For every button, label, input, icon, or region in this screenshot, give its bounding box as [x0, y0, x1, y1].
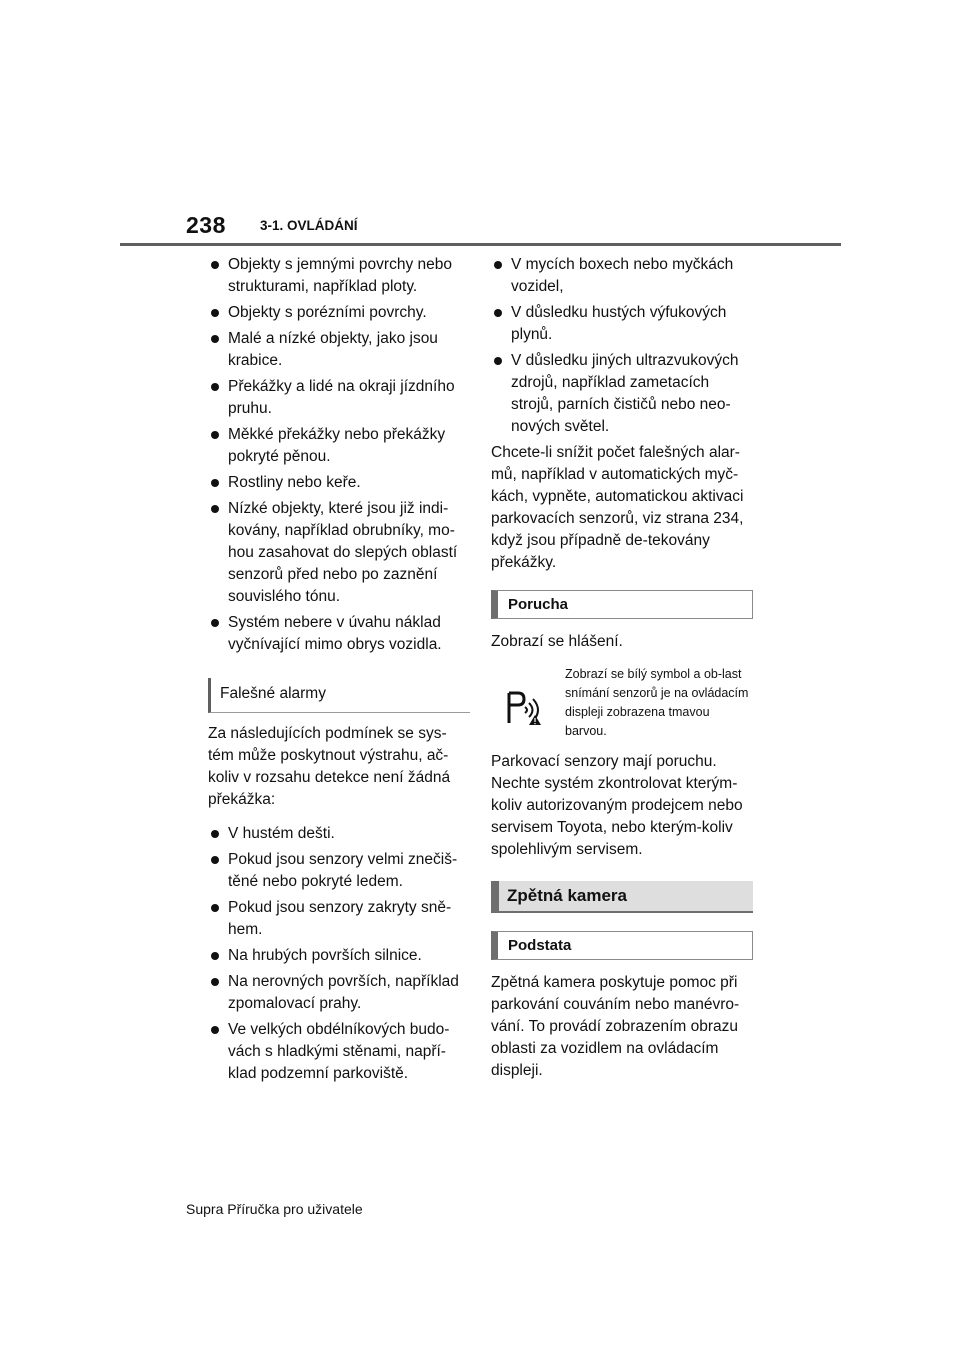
parking-sensor-warning-icon [505, 687, 545, 727]
fault-icon-row [491, 665, 753, 741]
page-number: 238 [186, 212, 226, 238]
intro-paragraph: Za následujících podmínek se sys-tém může poskytnout výstrahu, ač-koliv v rozsahu detekce není žádná překážka: [208, 725, 451, 808]
list-item: V hustém dešti. [208, 823, 470, 845]
list-item: Měkké překážky nebo překážky pokryté pěnou. [208, 424, 470, 468]
list-item: Překážky a lidé na okraji jízdního pruhu. [208, 376, 470, 420]
fault-icon-caption: Zobrazí se bílý symbol a ob-last snímání senzorů je na ovládacím displeji zobrazena tmavou barvou. [565, 667, 749, 738]
footer-text: Supra Příručka pro uživatele [186, 1201, 363, 1217]
chapter-title: 3-1. OVLÁDÁNÍ [260, 218, 358, 233]
list-item: V důsledku hustých výfukových plynů. [491, 302, 753, 346]
false-alarm-paragraph: Chcete-li snížit počet falešných alar-mů, například v automatických myč-kách, vypněte, automatickou aktivaci parkovacích senzorů, viz strana 234, když jsou případně de-tekovány překážky. [491, 444, 744, 571]
bullet-list-top [208, 254, 470, 656]
header-divider [120, 243, 841, 246]
left-column [208, 254, 470, 1089]
list-item: Malé a nízké objekty, jako jsou krabice. [208, 328, 470, 372]
list-item: V mycích boxech nebo myčkách vozidel, [491, 254, 753, 298]
list-item: Ve velkých obdélníkových budo-vách s hladkými stěnami, napří-klad podzemní parkoviště. [208, 1019, 470, 1085]
list-item: Systém nebere v úvahu náklad vyčnívající mimo obrys vozidla. [208, 612, 470, 656]
subheading-fault: Porucha [491, 590, 753, 619]
subheading-false-alarms: Falešné alarmy [208, 678, 470, 713]
list-item: Nízké objekty, které jsou již indi-kovány, například obrubníky, mo-hou zasahovat do slepých oblastí senzorů před nebo po zaznění souvislého tónu. [208, 498, 470, 608]
section-title-rear-camera: Zpětná kamera [491, 881, 753, 913]
list-item: Objekty s porézními povrchy. [208, 302, 470, 324]
bullet-list-right [491, 254, 753, 438]
list-item: Na hrubých površích silnice. [208, 945, 470, 967]
list-item: Rostliny nebo keře. [208, 472, 470, 494]
list-item: Pokud jsou senzory zakryty sně-hem. [208, 897, 470, 941]
list-item: V důsledku jiných ultrazvukových zdrojů, například zametacích strojů, parních čističů nebo neo-nových světel. [491, 350, 753, 438]
fault-paragraph: Parkovací senzory mají poruchu. Nechte systém zkontrolovat kterým-koliv autorizovaným prodejcem nebo servisem Toyota, nebo kterým-koliv spolehlivým servisem. [491, 753, 743, 858]
right-column [491, 254, 753, 1094]
subheading-principle: Podstata [491, 931, 753, 960]
fault-message-text: Zobrazí se hlášení. [491, 633, 623, 650]
list-item: Objekty s jemnými povrchy nebo strukturami, například ploty. [208, 254, 470, 298]
bullet-list-bottom [208, 823, 470, 1085]
list-item: Na nerovných površích, například zpomalovací prahy. [208, 971, 470, 1015]
list-item: Pokud jsou senzory velmi znečiš-těné nebo pokryté ledem. [208, 849, 470, 893]
principle-paragraph: Zpětná kamera poskytuje pomoc při parkování couváním nebo manévro-vání. To provádí zobrazením obrazu oblasti za vozidlem na ovládacím displeji. [491, 974, 740, 1079]
